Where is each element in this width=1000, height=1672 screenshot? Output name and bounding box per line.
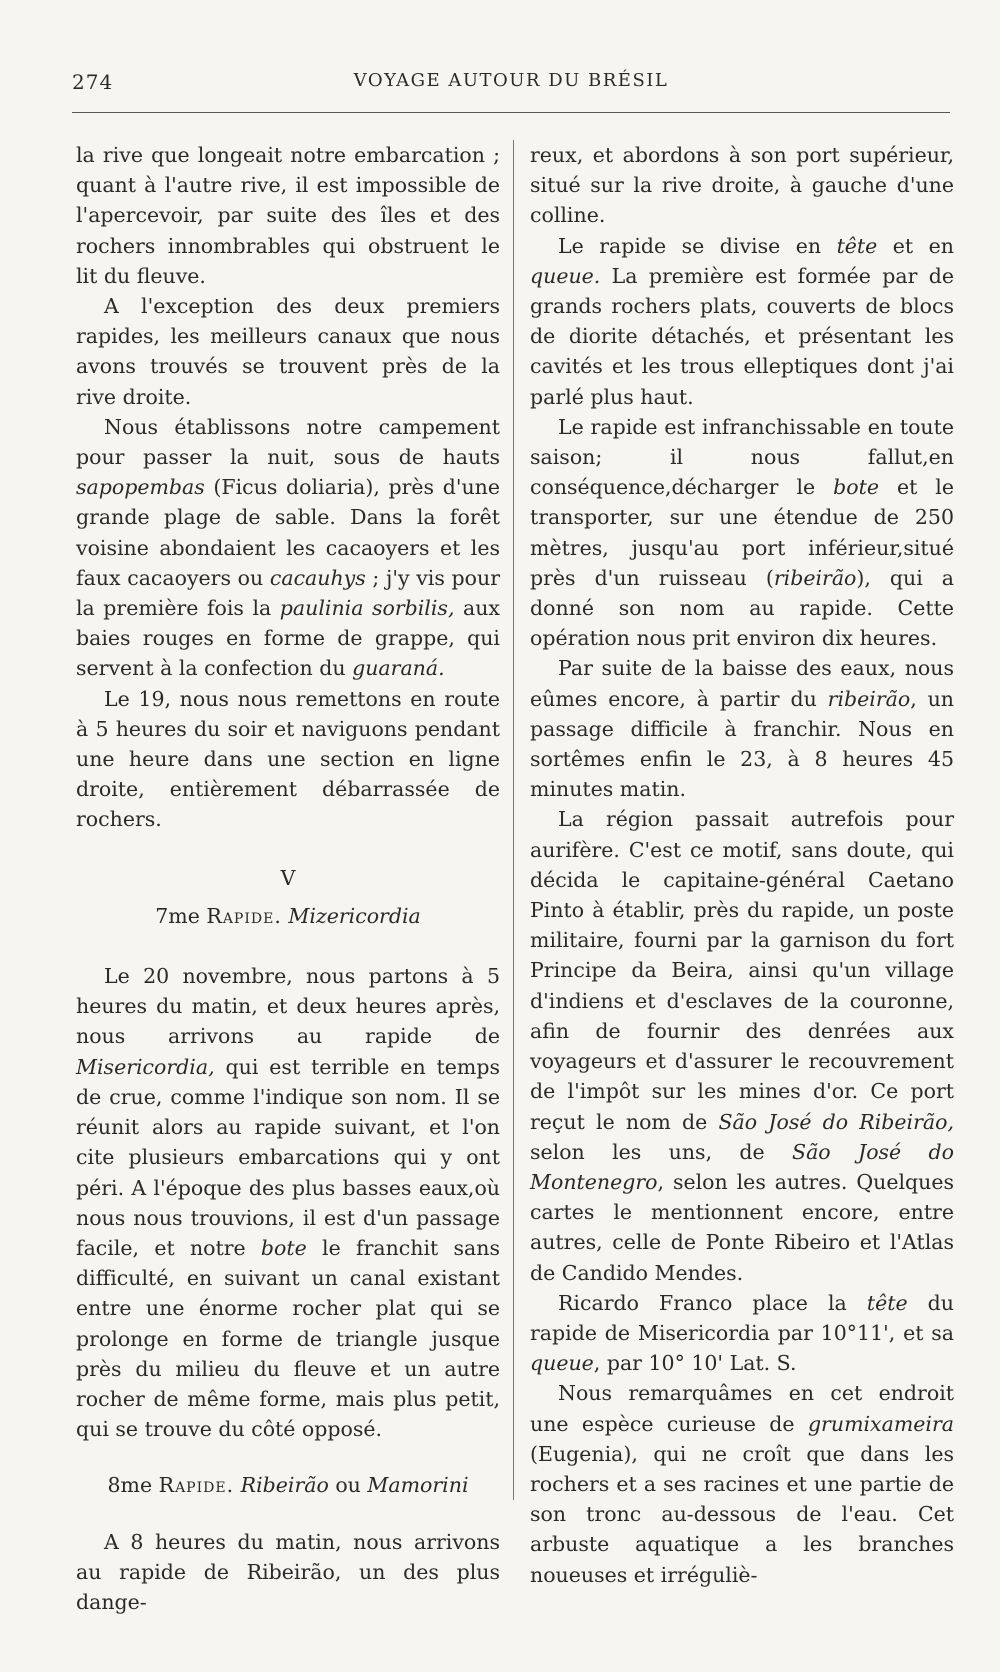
column-divider [513, 140, 514, 1500]
paragraph: A 8 heures du matin, nous arrivons au rapide de Ribeirão, un des plus dange- [76, 1529, 500, 1614]
italic-term: tête [836, 233, 878, 258]
italic-term: tête [866, 1290, 908, 1315]
italic-term: sapopembas [76, 475, 205, 500]
italic-term: ribeirão [827, 686, 911, 711]
running-title: VOYAGE AUTOUR DU BRÉSIL [353, 70, 669, 91]
italic-term: cacauhys [269, 565, 366, 590]
paragraph: Le 20 novembre, nous partons à 5 heures du matin, et deux heures après, nous arrivons au rapide de Misericordia, qui est terrible en temps de crue, comme l'indique son nom. Il se réunit alors au rapide suivant, et l'on cite plusieurs embarcations qui y ont péri. A l'époque des plus basses eaux,où nous nous trouvions, il est d'un passage facile, et notre bote le franchit sans difficulté, en suivant un canal existant entre une énorme rocher plat qui se prolonge en forme de triangle jusque près du milieu du fleuve et un autre rocher de même forme, mais plus petit, qui se trouve du côté opposé. [76, 964, 500, 1442]
section-numeral: V [280, 865, 296, 890]
italic-term: bote [260, 1235, 307, 1260]
paragraph: Nous établissons notre campement pour passer la nuit, sous de hauts sapopembas (Ficus doliaria), près d'une grande plage de sable. Dans la forêt voisine abondaient les cacaoyers et les faux cacaoyers ou cacauhys ; j'y vis pour la première fois la paulinia sorbilis, aux baies rouges en forme de grappe, qui servent à la confection du guaraná. [76, 414, 500, 681]
paragraph: Le rapide est infranchissable en toute saison; il nous fallut,en conséquence,décharger le bote et le transporter, sur une étendue de 250 mètres, jusqu'au port inférieur,situé près d'un ruisseau (ribeirão), qui a donné son nom au rapide. Cette opération nous prit environ dix heures. [530, 414, 954, 651]
paragraph: La région passait autrefois pour aurifère. C'est ce motif, sans doute, qui décida le capitaine-général Caetano Pinto à établir, près du rapide, un poste militaire, fourni par la garnison du fort Principe da Beira, ainsi qu'un village d'indiens et d'esclaves de la couronne, afin de fournir des denrées aux voyageurs et d'assurer le recouvrement de l'impôt sur les mines d'or. Ce port reçut le nom de São José do Ribeirão, selon les uns, de São José do Montenegro, selon les autres. Quelques cartes le mentionnent encore, entre autres, celle de Ponte Ribeiro et l'Atlas de Candido Mendes. [530, 807, 954, 1285]
section-heading-7: 7me Rapide. Mizericordia [155, 903, 421, 928]
paragraph: A l'exception des deux premiers rapides, les meilleurs canaux que nous avons trouvés se trouvent près de la rive droite. [76, 294, 500, 409]
paragraph: Par suite de la baisse des eaux, nous eûmes encore, à partir du ribeirão, un passage difficile à franchir. Nous en sortêmes enfin le 23, à 8 heures 45 minutes matin. [530, 656, 954, 802]
header-rule [72, 112, 950, 113]
italic-term: guaraná. [352, 656, 445, 681]
paragraph: Nous remarquâmes en cet endroit une espèce curieuse de grumixameira (Eugenia), qui ne croît que dans les rochers et a ses racines et une partie de son tronc au-dessous de l'eau. Cet arbuste aquatique a les branches noueuses et irréguliè- [530, 1381, 954, 1587]
paragraph: Ricardo Franco place la tête du rapide de Misericordia par 10°11', et sa queue, par 10° 10' Lat. S. [530, 1290, 954, 1376]
paragraph: Le 19, nous nous remettons en route à 5 heures du soir et naviguons pendant une heure dans une section en ligne droite, entièrement débarrassée de rochers. [76, 686, 500, 832]
page-header [72, 70, 950, 100]
italic-term: queue. [530, 263, 601, 288]
paragraph: reux, et abordons à son port supérieur, situé sur la rive droite, à gauche d'une colline. [530, 143, 954, 228]
italic-term: paulinia sorbilis, [279, 596, 455, 621]
italic-term: Misericordia, [76, 1054, 215, 1079]
italic-term: grumixameira [807, 1411, 954, 1436]
italic-term: São José do Montenegro [530, 1139, 954, 1194]
italic-term: bote [833, 475, 879, 500]
paragraph: Le rapide se divise en tête et en queue. La première est formée par de grands rochers plats, couverts de blocs de diorite détachés, et présentant les cavités et les trous elleptiques dont j'ai parlé plus haut. [530, 233, 954, 409]
section-heading-8: 8me Rapide. Ribeirão ou Mamorini [107, 1473, 469, 1498]
italic-term: queue [530, 1351, 594, 1376]
left-column [76, 140, 500, 1617]
right-column [530, 140, 954, 1590]
italic-term: São José do Ribeirão, [718, 1109, 954, 1134]
paragraph: la rive que longeait notre embarcation ; quant à l'autre rive, il est impossible de l'apercevoir, par suite des îles et des rochers innombrables qui obstruent le lit du fleuve. [76, 143, 500, 288]
page-number: 274 [72, 70, 114, 94]
italic-term: ribeirão [773, 565, 857, 590]
